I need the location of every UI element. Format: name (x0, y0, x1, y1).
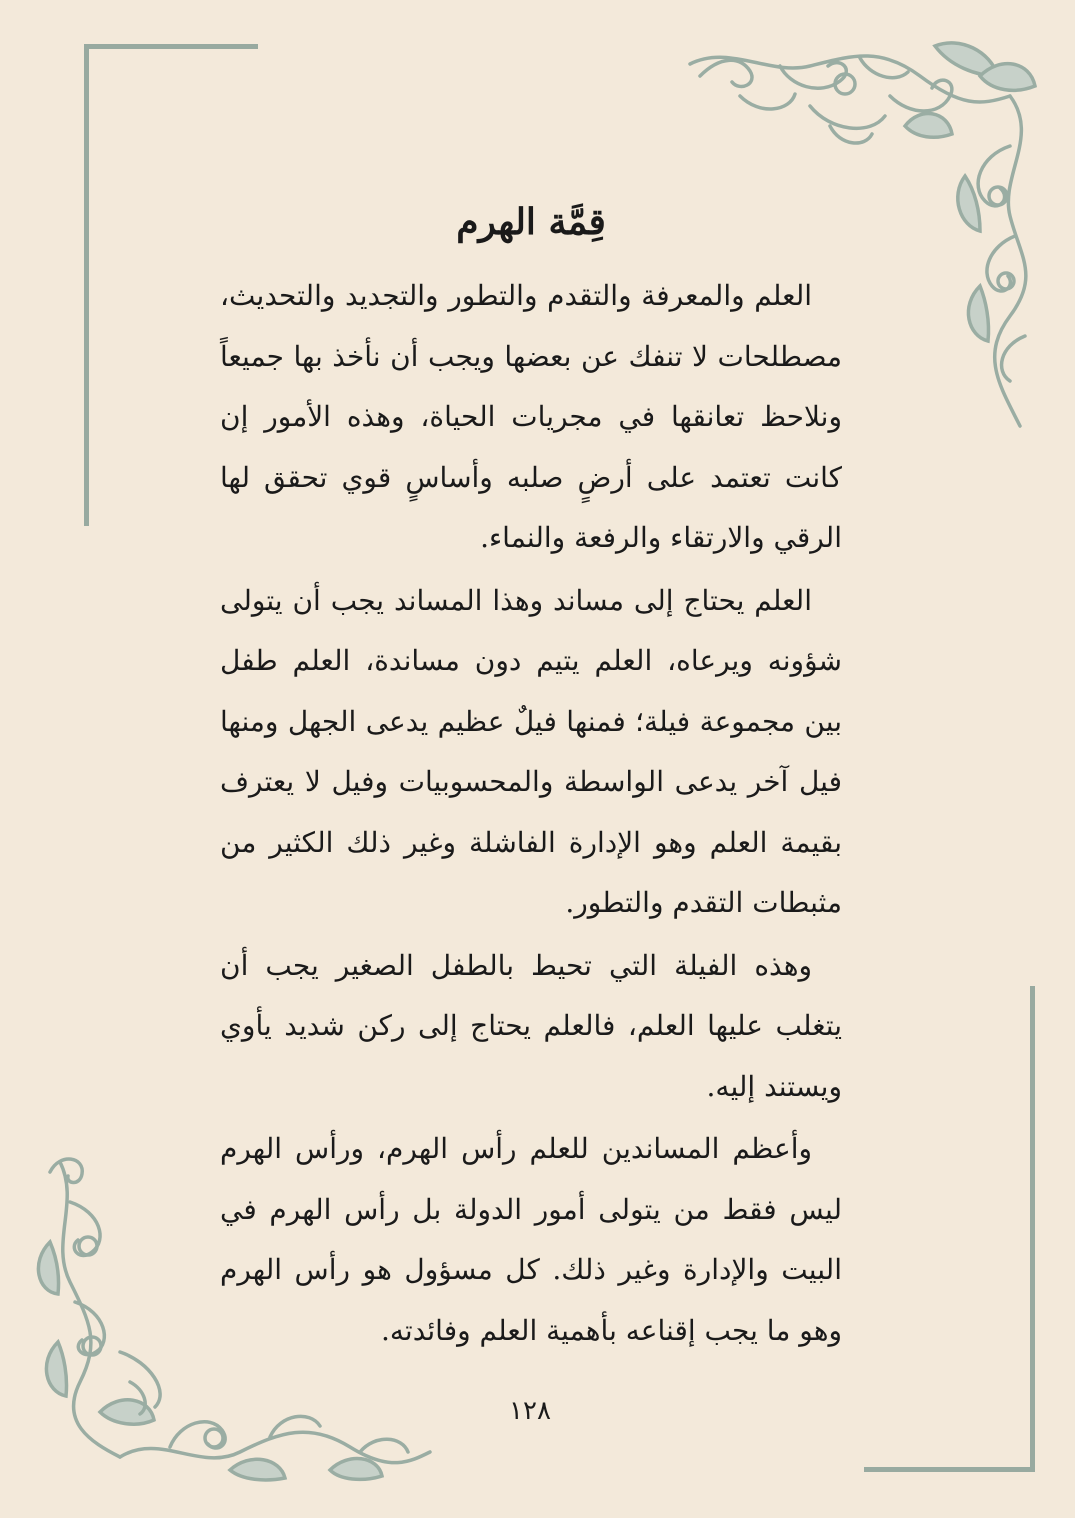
article-body (220, 180, 842, 1363)
paragraph-1: العلم والمعرفة والتقدم والتطور والتجديد والتحديث، مصطلحات لا تنفك عن بعضها ويجب أن نأخذ بها جميعاً ونلاحظ تعانقها في مجريات الحياة، وهذه الأمور إن كانت تعتمد على أرضٍ صلبه وأساسٍ قوي تحقق لها الرقي والارتقاء والرفعة والنماء. (220, 279, 842, 554)
paragraph-3: وهذه الفيلة التي تحيط بالطفل الصغير يجب أن يتغلب عليها العلم، فالعلم يحتاج إلى ركن شديد يأوي ويستند إليه. (220, 948, 842, 1103)
page-title: قِمَّة الهرم (456, 201, 606, 243)
paragraph-4: وأعظم المساندين للعلم رأس الهرم، ورأس الهرم ليس فقط من يتولى أمور الدولة بل رأس الهرم في البيت والإدارة وغير ذلك. كل مسؤول هو رأس الهرم وهو ما يجب إقناعه بأهمية العلم وفائدته. (220, 1132, 842, 1347)
frame-bottom-right-vertical (1030, 986, 1035, 1472)
frame-top-left-vertical (84, 44, 89, 526)
frame-top-left-horizontal (84, 44, 258, 49)
paragraph-2: العلم يحتاج إلى مساند وهذا المساند يجب أن يتولى شؤونه ويرعاه، العلم يتيم دون مساندة، العلم طفل بين مجموعة فيلة؛ فمنها فيلٌ عظيم يدعى الجهل ومنها فيل آخر يدعى الواسطة والمحسوبيات وفيل لا يعترف بقيمة العلم وهو الإدارة الفاشلة وغير ذلك الكثير من مثبطات التقدم والتطور. (220, 583, 842, 919)
page-number: ١٢٨ (509, 1396, 551, 1426)
frame-bottom-right-horizontal (864, 1467, 1035, 1472)
